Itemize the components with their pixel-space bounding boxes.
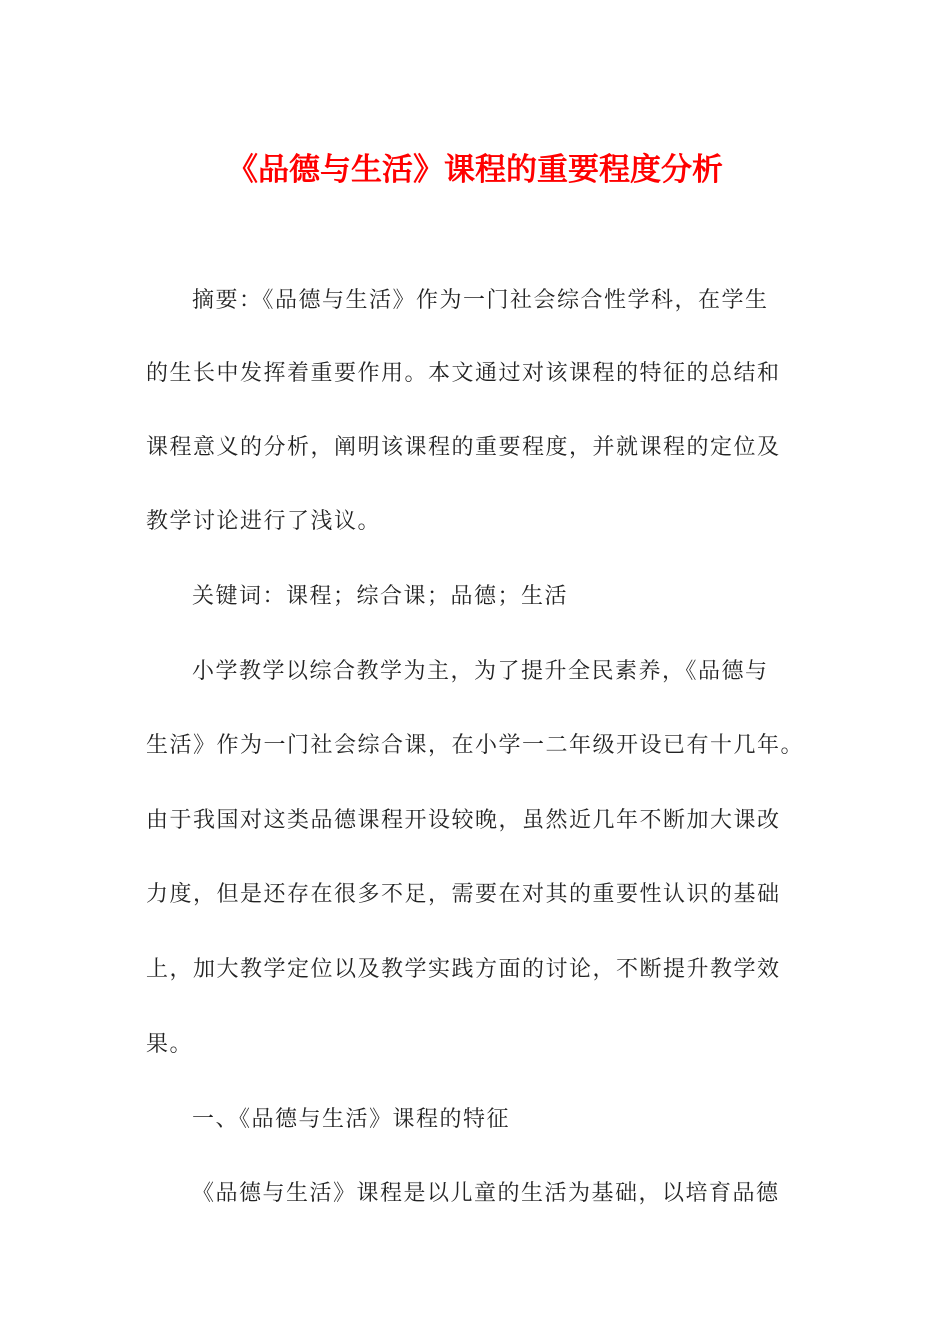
paragraph-line-2: 生活》作为一门社会综合课，在小学一二年级开设已有十几年。 bbox=[146, 733, 805, 758]
section-heading: 一、《品德与生活》课程的特征 bbox=[192, 1107, 511, 1132]
paragraph-line-6: 果。 bbox=[146, 1032, 194, 1057]
abstract-line-2: 的生长中发挥着重要作用。本文通过对该课程的特征的总结和 bbox=[146, 361, 781, 386]
section-paragraph-line-1: 《品德与生活》课程是以儿童的生活为基础，以培育品德 bbox=[192, 1181, 780, 1206]
paragraph-line-4: 力度，但是还存在很多不足，需要在对其的重要性认识的基础 bbox=[146, 882, 781, 907]
paragraph-line-3: 由于我国对这类品德课程开设较晚，虽然近几年不断加大课改 bbox=[146, 808, 781, 833]
document-title: 《品德与生活》课程的重要程度分析 bbox=[227, 152, 723, 188]
abstract-line-3: 课程意义的分析，阐明该课程的重要程度，并就课程的定位及 bbox=[146, 435, 781, 460]
paragraph-line-1: 小学教学以综合教学为主，为了提升全民素养，《品德与 bbox=[192, 659, 769, 684]
abstract-line-1: 摘要：《品德与生活》作为一门社会综合性学科，在学生 bbox=[192, 288, 769, 313]
paragraph-line-5: 上，加大教学定位以及教学实践方面的讨论，不断提升教学效 bbox=[146, 957, 781, 982]
abstract-line-4: 教学讨论进行了浅议。 bbox=[146, 509, 382, 534]
keywords-line: 关键词：课程；综合课；品德；生活 bbox=[192, 584, 569, 609]
